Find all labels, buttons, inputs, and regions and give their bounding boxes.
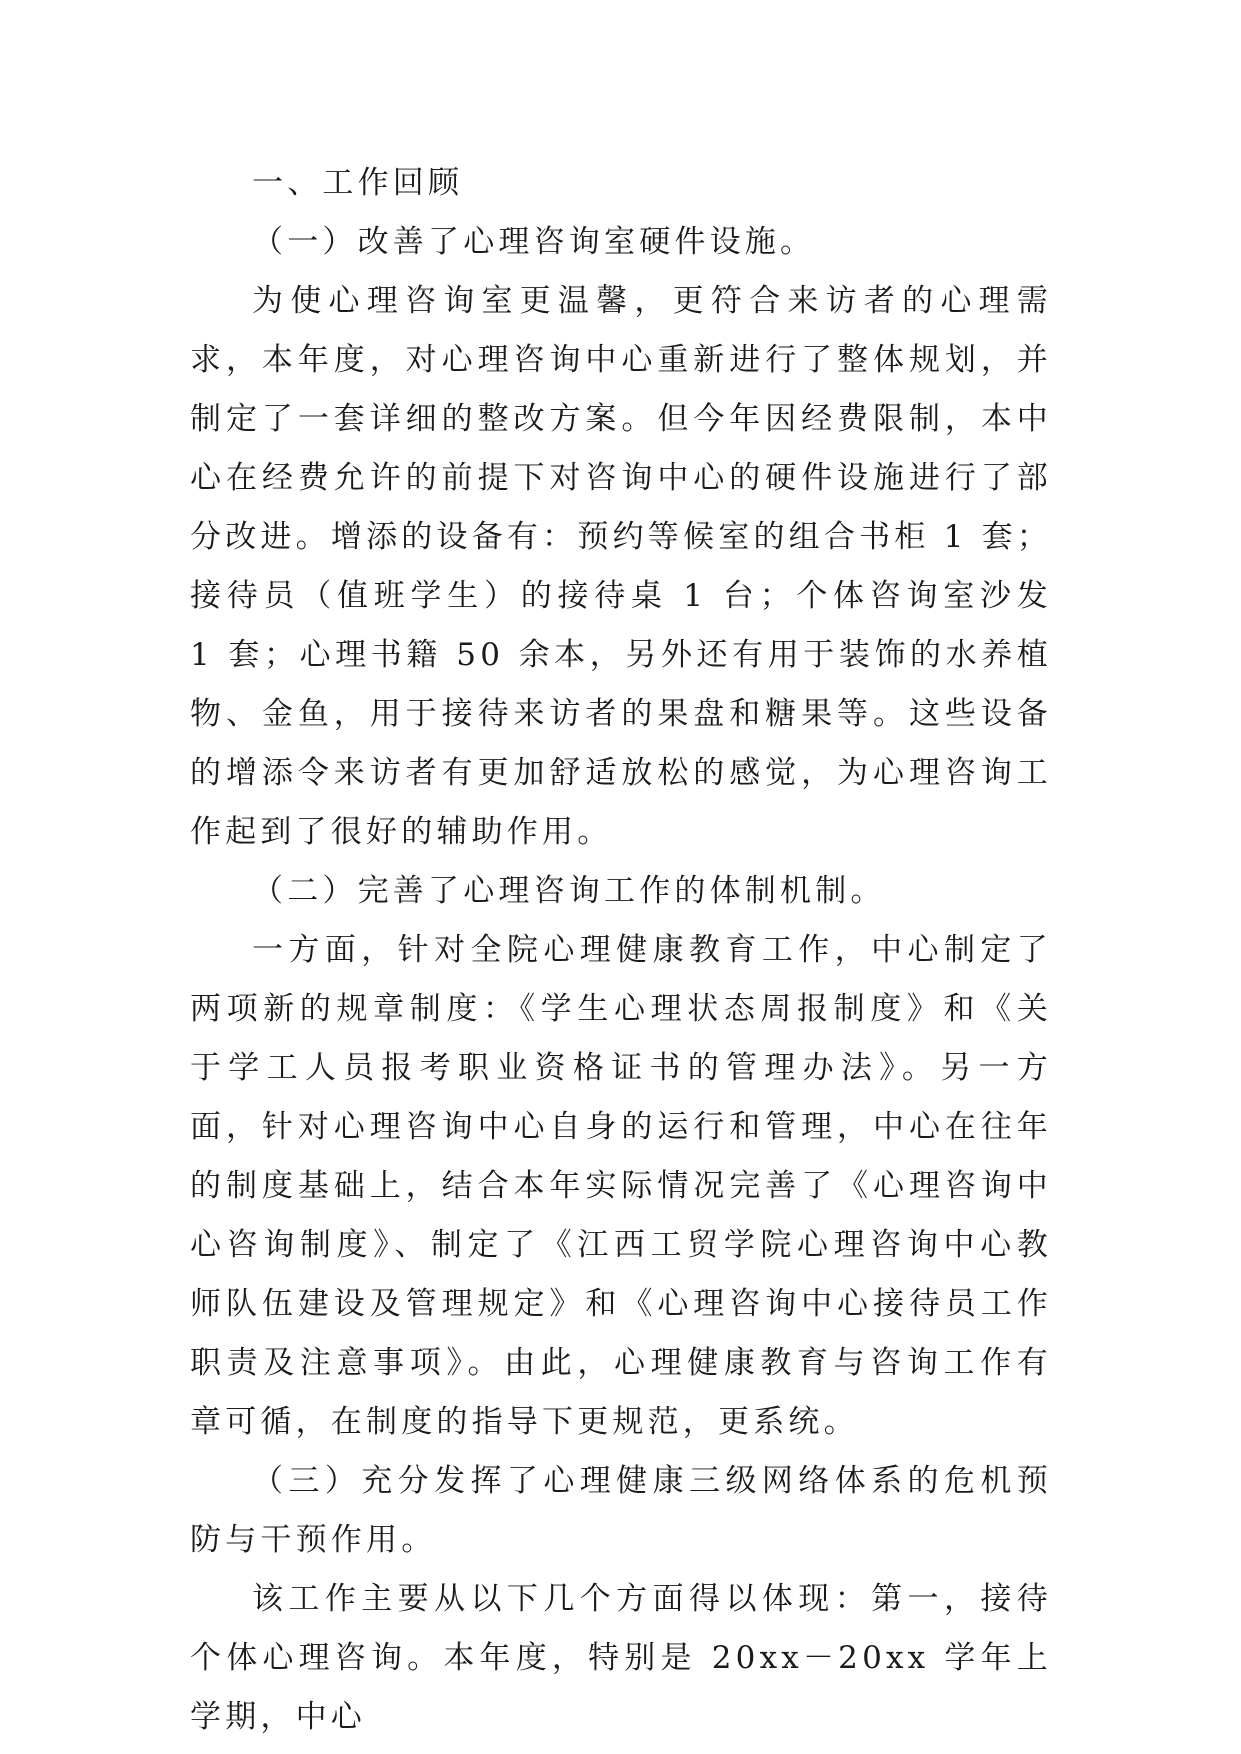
section-heading-work-review: 一、工作回顾 (252, 165, 464, 201)
paragraph-hardware-details: 为使心理咨询室更温馨，更符合来访者的心理需求，本年度，对心理咨询中心重新进行了整体规划，并制定了一套详细的整改方案。但今年因经费限制，本中心在经费允许的前提下对咨询中心的硬件设施进行了部分改进。增添的设备有：预约等候室的组合书柜 1 套；接待员（值班学生）的接待桌 1 台；个体咨询室沙发 1 套；心理书籍 50 余本，另外还有用于装饰的水养植物、金鱼，用于接待来访者的果盘和糖果等。这些设备的增添令来访者有更加舒适放松的感觉，为心理咨询工作起到了很好的辅助作用。 (190, 283, 1052, 850)
subheading-hardware-improvement: （一）改善了心理咨询室硬件设施。 (252, 224, 816, 260)
subheading-system-mechanism: （二）完善了心理咨询工作的体制机制。 (252, 873, 886, 909)
paragraph-network-details: 该工作主要从以下几个方面得以体现：第一，接待个体心理咨询。本年度，特别是 20xx－20xx 学年上学期，中心 (190, 1581, 1052, 1735)
subheading-three-level-network: （三）充分发挥了心理健康三级网络体系的危机预防与干预作用。 (190, 1463, 1052, 1558)
paragraph-system-details: 一方面，针对全院心理健康教育工作，中心制定了两项新的规章制度：《学生心理状态周报制度》和《关于学工人员报考职业资格证书的管理办法》。另一方面，针对心理咨询中心自身的运行和管理，中心在往年的制度基础上，结合本年实际情况完善了《心理咨询中心咨询制度》、制定了《江西工贸学院心理咨询中心教师队伍建设及管理规定》和《心理咨询中心接待员工作职责及注意事项》。由此，心理健康教育与咨询工作有章可循，在制度的指导下更规范，更系统。 (190, 932, 1052, 1440)
document-body (190, 154, 1052, 1747)
